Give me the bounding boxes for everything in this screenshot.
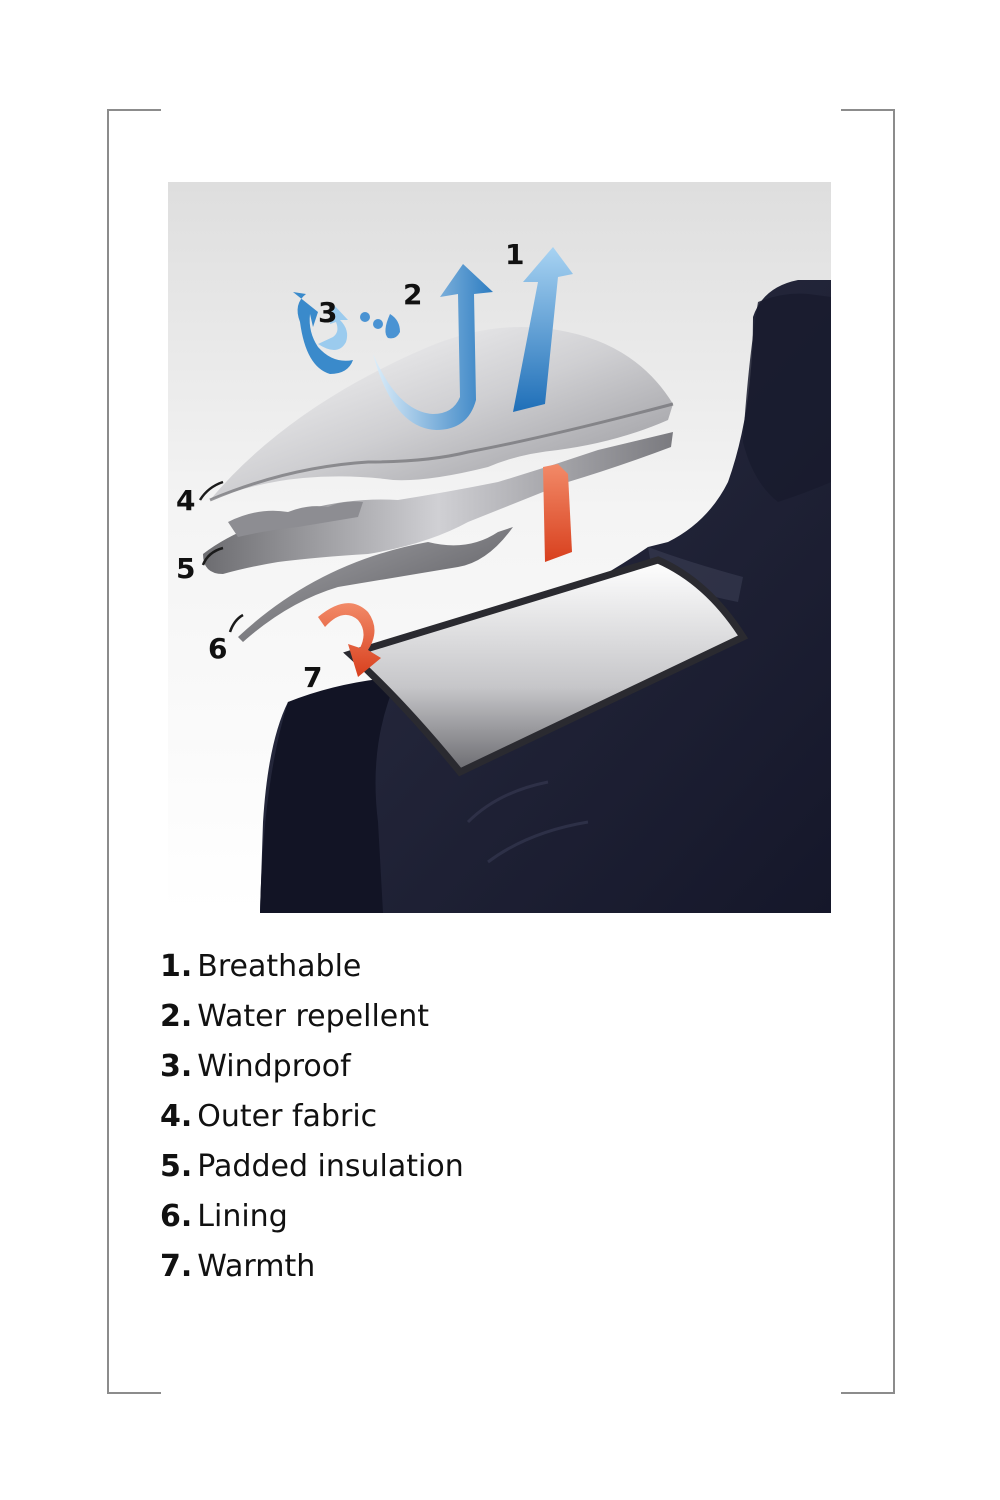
left-frame-bracket [107,109,161,1394]
legend-label: Lining [197,1199,288,1234]
legend-label: Padded insulation [197,1149,464,1184]
legend-item-breathable [160,945,464,995]
legend-number: 6. [160,1199,193,1234]
callout-5: 5 [176,552,196,585]
jacket-layers-diagram [168,182,831,913]
warmth-arrow-straight [543,464,572,562]
callout-1: 1 [505,238,525,271]
legend-label: Breathable [197,949,362,984]
callout-4: 4 [176,484,196,517]
legend-number: 7. [160,1249,193,1284]
legend-item-water-repellent [160,995,464,1045]
legend-item-padded-insulation [160,1145,464,1195]
legend-label: Water repellent [197,999,430,1034]
callout-6: 6 [208,632,228,665]
legend-item-outer-fabric [160,1095,464,1145]
legend-item-warmth [160,1245,464,1295]
feature-legend [160,945,464,1295]
legend-number: 3. [160,1049,193,1084]
right-frame-bracket [841,109,895,1394]
callout-2: 2 [403,278,423,311]
legend-label: Windproof [197,1049,351,1084]
callout-3: 3 [318,296,338,329]
legend-number: 2. [160,999,193,1034]
callout-7: 7 [303,661,323,694]
legend-number: 1. [160,949,193,984]
legend-label: Outer fabric [197,1099,378,1134]
legend-label: Warmth [197,1249,316,1284]
legend-number: 4. [160,1099,193,1134]
legend-item-lining [160,1195,464,1245]
legend-number: 5. [160,1149,193,1184]
legend-item-windproof [160,1045,464,1095]
